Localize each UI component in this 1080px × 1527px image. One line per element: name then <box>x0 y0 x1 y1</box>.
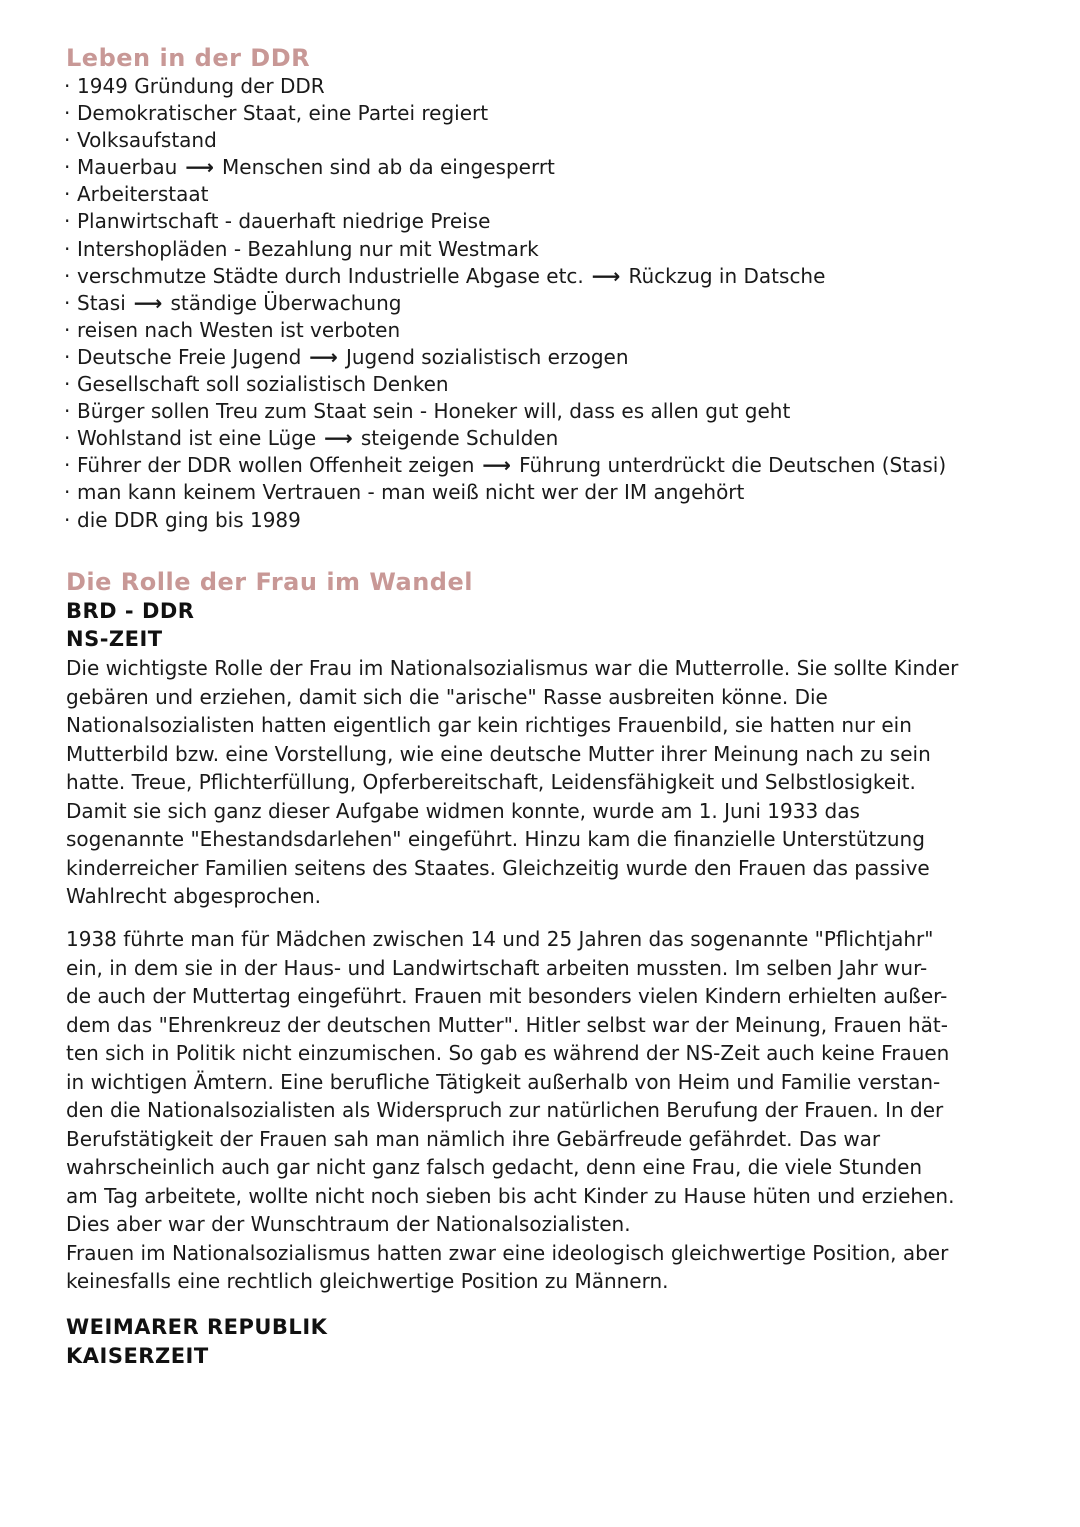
bullet-item <box>64 452 1044 479</box>
paragraph-line: ten sich in Politik nicht einzumischen. So gab es während der NS-Zeit auch keine Frauen <box>66 1041 950 1065</box>
bullet-text: Führung unterdrückt die Deutschen (Stasi) <box>519 453 947 478</box>
paragraph-line: de auch der Muttertag eingeführt. Frauen mit besonders vielen Kindern erhielten außer- <box>66 984 948 1008</box>
paragraph-line: Berufstätigkeit der Frauen sah man nämlich ihre Gebärfreude gefährdet. Das war <box>66 1126 881 1151</box>
paragraph-line: dem das "Ehrenkreuz der deutschen Mutter". Hitler selbst war der Meinung, Frauen hät- <box>66 1012 948 1037</box>
bullet-item <box>64 398 1044 425</box>
bullet-dot: · <box>64 209 71 234</box>
bullet-item <box>64 479 1044 506</box>
bullet-item <box>64 127 1044 154</box>
bullet-text: Bürger sollen Treu zum Staat sein - Honeker will, dass es allen gut geht <box>77 399 791 424</box>
bullet-text: Volksaufstand <box>77 128 217 153</box>
paragraph-line: ein, in dem sie in der Haus- und Landwirtschaft arbeiten mussten. Im selben Jahr wur- <box>66 955 928 980</box>
bullet-item <box>64 100 1044 127</box>
subheading-weimarer-republik: WEIMARER REPUBLIK <box>66 1315 328 1339</box>
bullet-item <box>64 344 1044 371</box>
bullet-text: reisen nach Westen ist verboten <box>77 317 401 342</box>
bullet-dot: · <box>64 128 71 153</box>
bullet-text: Menschen sind ab da eingesperrt <box>222 155 555 180</box>
bullet-text: Rückzug in Datsche <box>628 263 826 288</box>
arrow-icon: ⟶ <box>133 290 163 315</box>
bullet-dot: · <box>64 317 71 342</box>
arrow-icon: ⟶ <box>309 344 338 369</box>
bullet-dot: · <box>64 426 71 451</box>
paragraph-line: keinesfalls eine rechtlich gleichwertige Position zu Männern. <box>66 1269 669 1293</box>
paragraph-line: hatte. Treue, Pflichterfüllung, Opferbereitschaft, Leidensfähigkeit und Selbstlosigkeit. <box>66 770 916 794</box>
paragraph-line: Dies aber war der Wunschtraum der Nationalsozialisten. <box>66 1212 631 1236</box>
bullet-dot: · <box>64 507 71 532</box>
paragraph-line: kinderreicher Familien seitens des Staates. Gleichzeitig wurde den Frauen das passive <box>66 855 930 880</box>
bullet-text: Demokratischer Staat, eine Partei regiert <box>77 101 489 126</box>
bullet-text: Arbeiterstaat <box>77 182 209 207</box>
paragraph-line: Mutterbild bzw. eine Vorstellung, wie eine deutsche Mutter ihrer Meinung nach zu sein <box>66 741 931 766</box>
bullet-item <box>64 181 1044 208</box>
bullet-item <box>64 236 1044 263</box>
paragraph-line: am Tag arbeitete, wollte nicht noch sieben bis acht Kinder zu Hause hüten und erziehen. <box>66 1183 955 1208</box>
bullet-text: 1949 Gründung der DDR <box>77 74 325 98</box>
bullet-dot: · <box>64 480 71 505</box>
section-title-frau: Die Rolle der Frau im Wandel <box>66 568 473 596</box>
bullet-text: Deutsche Freie Jugend <box>77 344 302 369</box>
bullet-dot: · <box>64 453 71 478</box>
bullet-text: Mauerbau <box>77 155 178 180</box>
paragraph-line: Nationalsozialisten hatten eigentlich gar kein richtiges Frauenbild, sie hatten nur ein <box>66 713 912 737</box>
paragraph-ns-1 <box>66 654 1016 911</box>
bullet-text: Wohlstand ist eine Lüge <box>77 426 317 451</box>
paragraph-line: Damit sie sich ganz dieser Aufgabe widmen konnte, wurde am 1. Juni 1933 das <box>66 798 860 823</box>
bullet-text: Gesellschaft soll sozialistisch Denken <box>77 372 449 397</box>
bullet-item <box>64 507 1044 534</box>
bullet-dot: · <box>64 236 71 261</box>
bullet-item <box>64 208 1044 235</box>
bullet-dot: · <box>64 344 71 369</box>
bullet-dot: · <box>64 399 71 424</box>
subheading-ns-zeit: NS-ZEIT <box>66 627 163 651</box>
bullet-dot: · <box>64 263 71 288</box>
bullet-text: Stasi <box>77 290 126 315</box>
bullet-item <box>64 371 1044 398</box>
bullet-text: ständige Überwachung <box>170 290 402 315</box>
bullet-dot: · <box>64 155 71 180</box>
bullet-dot: · <box>64 182 71 207</box>
bullet-text: verschmutze Städte durch Industrielle Abgase etc. <box>77 263 584 288</box>
paragraph-line: wahrscheinlich auch gar nicht ganz falsch gedacht, denn eine Frau, die viele Stunden <box>66 1155 923 1179</box>
bullet-dot: · <box>64 372 71 397</box>
bullet-text: die DDR ging bis 1989 <box>77 507 301 532</box>
arrow-icon: ⟶ <box>482 453 512 478</box>
bullet-text: Führer der DDR wollen Offenheit zeigen <box>77 453 475 478</box>
subheading-kaiserzeit: KAISERZEIT <box>66 1344 209 1368</box>
bullet-text: Jugend sozialistisch erzogen <box>345 344 629 369</box>
paragraph-line: den die Nationalsozialisten als Widerspruch zur natürlichen Berufung der Frauen. In der <box>66 1098 944 1122</box>
arrow-icon: ⟶ <box>591 263 621 288</box>
paragraph-line: Die wichtigste Rolle der Frau im Nationalsozialismus war die Mutterrolle. Sie sollte Kinder <box>66 656 959 680</box>
bullet-item <box>64 425 1044 452</box>
arrow-icon: ⟶ <box>185 155 215 180</box>
paragraph-line: 1938 führte man für Mädchen zwischen 14 und 25 Jahren das sogenannte "Pflichtjahr" <box>66 927 934 951</box>
paragraph-ns-2 <box>66 925 1016 1296</box>
bullet-text: steigende Schulden <box>360 426 559 451</box>
bullet-dot: · <box>64 74 71 98</box>
bullet-item <box>64 317 1044 344</box>
bullet-item <box>64 290 1044 317</box>
bullet-dot: · <box>64 101 71 126</box>
subheading-brd-ddr: BRD - DDR <box>66 599 195 623</box>
paragraph-line: Frauen im Nationalsozialismus hatten zwar eine ideologisch gleichwertige Position, aber <box>66 1240 949 1265</box>
paragraph-line: sogenannte "Ehestandsdarlehen" eingeführt. Hinzu kam die finanzielle Unterstützung <box>66 827 925 851</box>
paragraph-line: gebären und erziehen, damit sich die "arische" Rasse ausbreiten könne. Die <box>66 684 828 709</box>
bullet-dot: · <box>64 290 71 315</box>
bullet-item <box>64 263 1044 290</box>
arrow-icon: ⟶ <box>324 426 353 451</box>
bullet-text: Intershopläden - Bezahlung nur mit Westmark <box>77 236 539 261</box>
bullet-item <box>64 73 1044 100</box>
paragraph-line: in wichtigen Ämtern. Eine berufliche Tätigkeit außerhalb von Heim und Familie verstan- <box>66 1069 941 1094</box>
bullet-text: Planwirtschaft - dauerhaft niedrige Preise <box>77 209 491 234</box>
section-title-ddr: Leben in der DDR <box>66 44 311 72</box>
paragraph-line: Wahlrecht abgesprochen. <box>66 884 322 908</box>
bullet-text: man kann keinem Vertrauen - man weiß nicht wer der IM angehört <box>77 480 745 505</box>
bullet-item <box>64 154 1044 181</box>
ddr-bullet-list <box>64 73 1044 534</box>
